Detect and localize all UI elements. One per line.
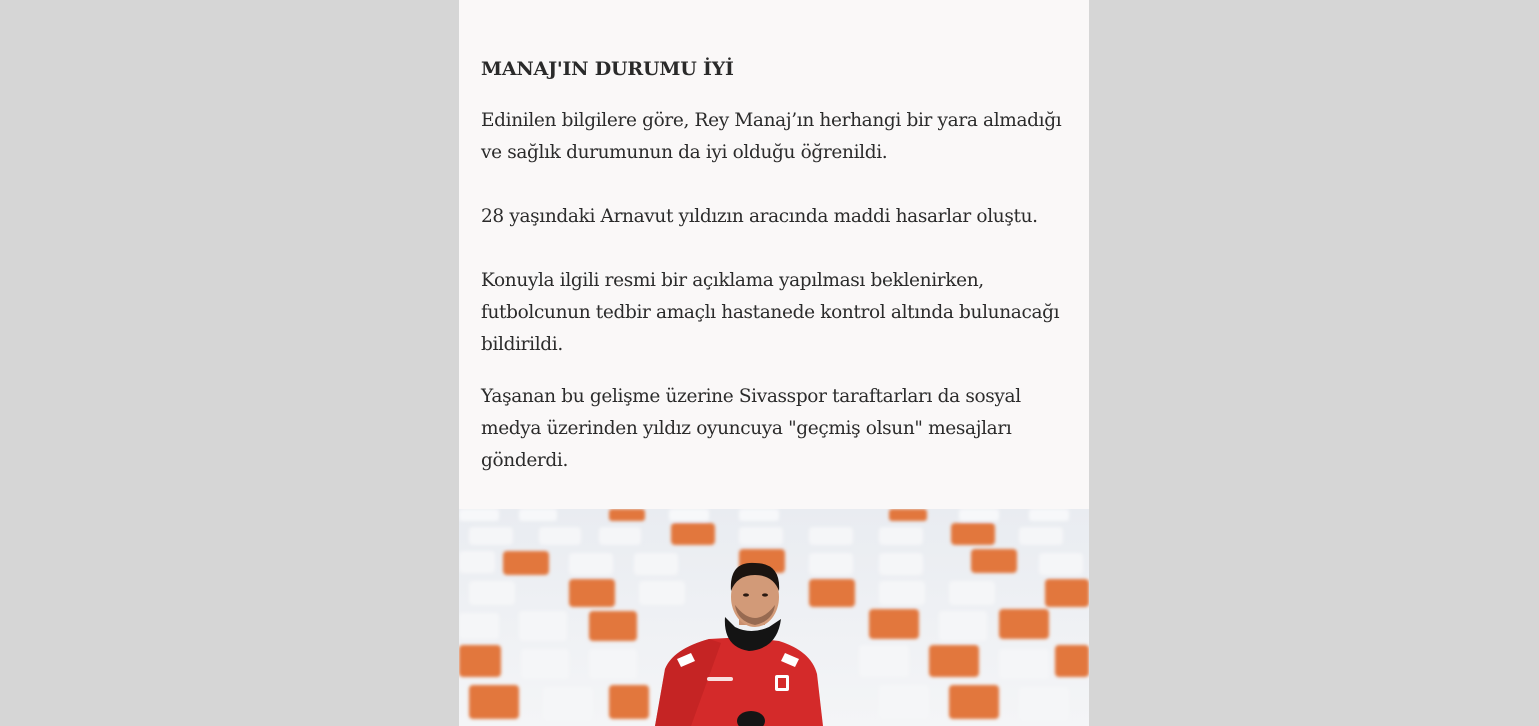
player-photo-image	[459, 509, 1089, 726]
section-heading: MANAJ'IN DURUMU İYİ	[481, 58, 734, 80]
paragraph: Edinilen bilgilere göre, Rey Manaj’ın herhangi bir yara almadığı ve sağlık durumunun da iyi olduğu öğrenildi.	[481, 110, 1062, 163]
player-photo	[459, 509, 1089, 726]
paragraph: 28 yaşındaki Arnavut yıldızın aracında maddi hasarlar oluştu.	[481, 206, 1038, 227]
paragraph: Konuyla ilgili resmi bir açıklama yapılması beklenirken, futbolcunun tedbir amaçlı hastanede kontrol altında bulunacağı bildirildi.	[481, 270, 1060, 355]
paragraph: Yaşanan bu gelişme üzerine Sivasspor taraftarları da sosyal medya üzerinden yıldız oyuncuya "geçmiş olsun" mesajları gönderdi.	[481, 386, 1021, 471]
article-column	[459, 0, 1089, 726]
